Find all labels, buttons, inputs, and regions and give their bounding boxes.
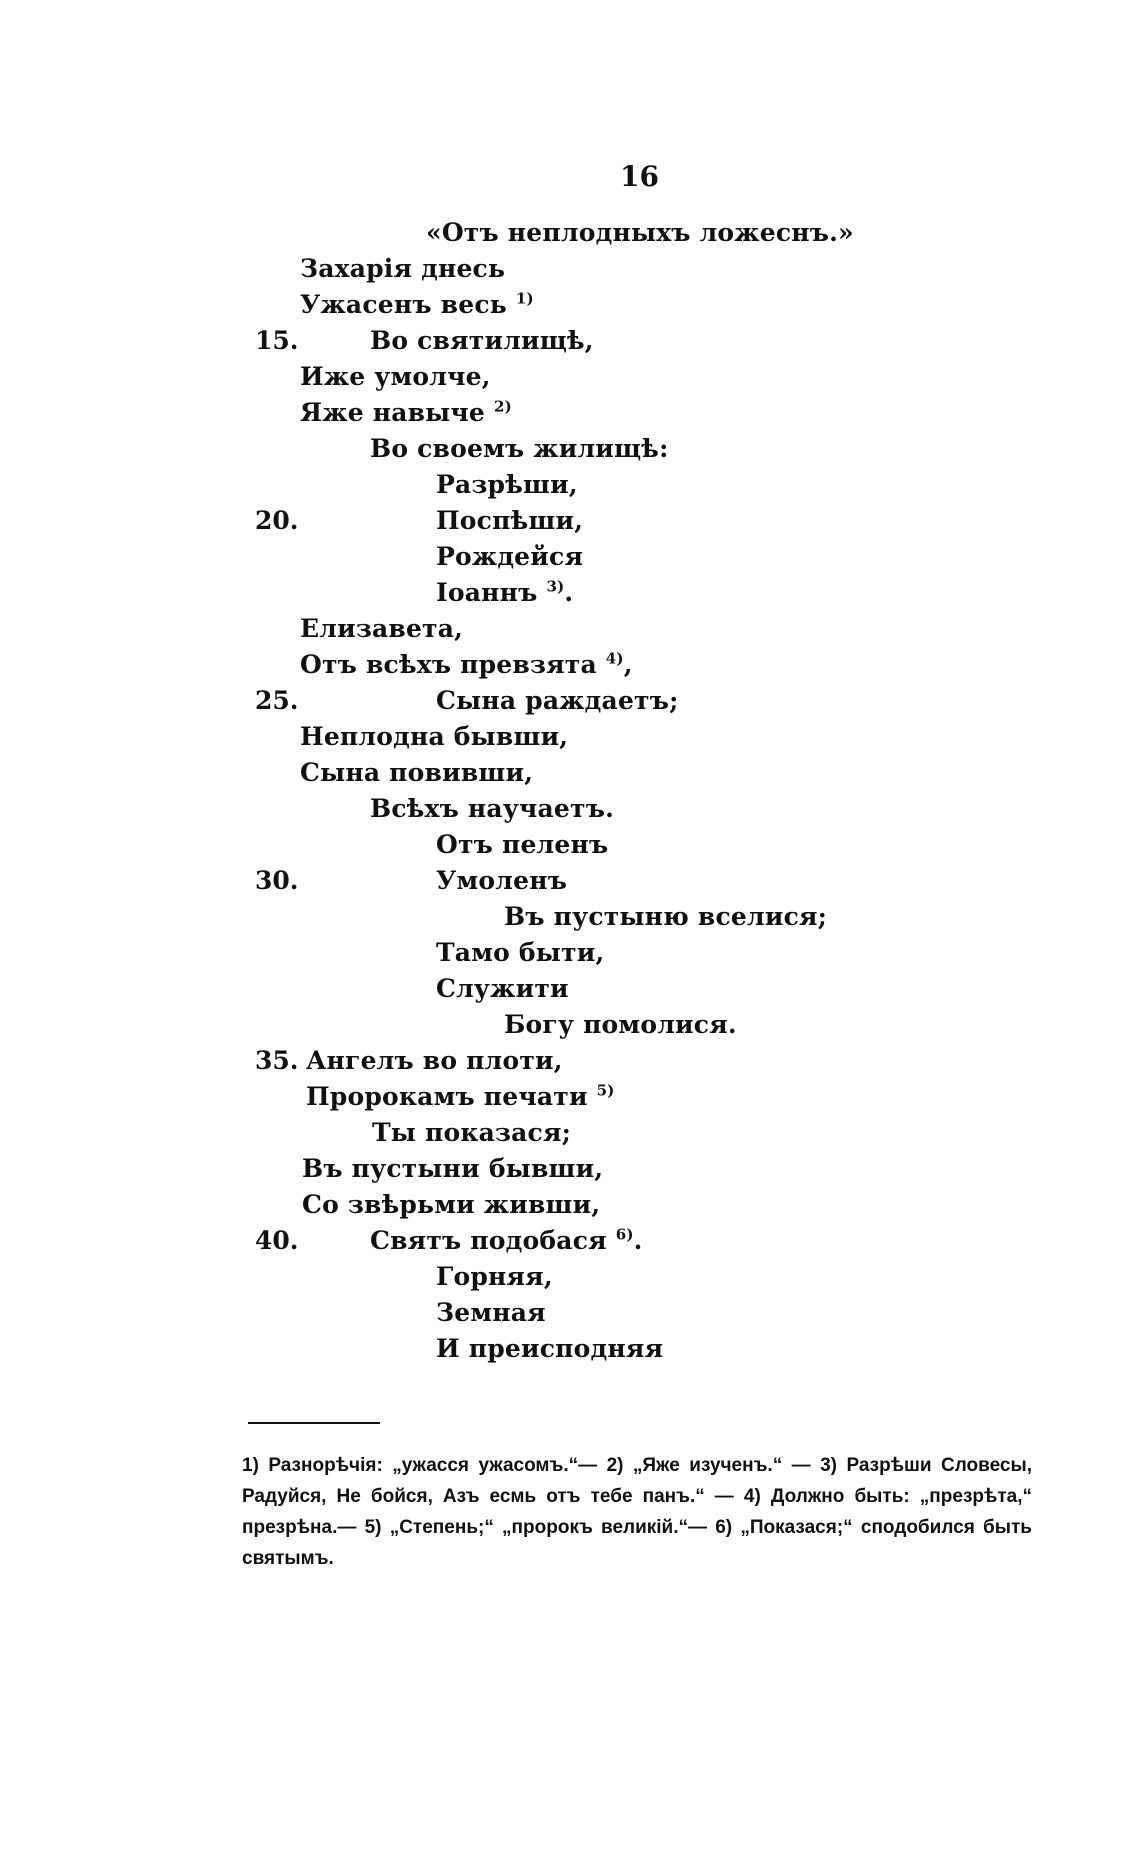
verse-line: И преисподняя <box>436 1334 664 1363</box>
line-number: 40. <box>255 1226 299 1255</box>
verse-line: Пророкамъ печати $^{5)}$ <box>306 1081 615 1111</box>
verse-line: Отъ пеленъ <box>436 830 609 859</box>
line-number: 35. <box>255 1046 299 1075</box>
verse-line: Богу помолися. <box>504 1010 737 1039</box>
line-number: 25. <box>255 686 299 715</box>
line-number: 15. <box>255 326 299 355</box>
page-number: 16 <box>620 160 659 193</box>
verse-line: Горняя, <box>436 1262 553 1291</box>
verse-line: Іоаннъ $^{3)}$. <box>436 577 574 607</box>
verse-line: Захарія днесь <box>300 254 506 283</box>
line-number: 20. <box>255 506 299 535</box>
verse-line: Рождейся <box>436 542 584 571</box>
verse-line: Умоленъ <box>436 866 568 895</box>
footnote-ref: 3) <box>546 577 565 596</box>
verse-line: Во святилищѣ, <box>370 326 594 355</box>
verse-line: Служити <box>436 974 569 1003</box>
verse-line: Во своемъ жилищѣ: <box>370 434 669 463</box>
verse-line: Ужасенъ весь $^{1)}$ <box>300 289 534 319</box>
verse-line: Тамо быти, <box>436 938 605 967</box>
verse-line: Поспѣши, <box>436 506 584 535</box>
footnote-ref: 4) <box>605 649 624 668</box>
footnote-ref: 1) <box>515 289 534 308</box>
footnote-ref: 5) <box>596 1081 615 1100</box>
footnotes: 1) Разнорѣчія: „ужасся ужасомъ.“— 2) „Яже изученъ.“ — 3) Разрѣши Словесы, Радуйся, Не бойся, Азъ есмь отъ тебе панъ.“ — 4) Должно быть: „презрѣта,“ презрѣна.— 5) „Степень;“ „пророкъ великій.“— 6) „Показася;“ сподобился быть святымъ. <box>242 1455 1032 1569</box>
verse-line: Сына повивши, <box>300 758 534 787</box>
footnote-ref: 2) <box>493 397 512 416</box>
verse-line: Со звѣрьми живши, <box>302 1190 601 1219</box>
footnote-ref: 6) <box>615 1225 634 1244</box>
verse-line: «Отъ неплодныхъ ложеснъ.» <box>426 218 854 247</box>
verse-line: Земная <box>436 1298 546 1327</box>
verse-line: Ты показася; <box>372 1118 572 1147</box>
verse-line: Святъ подобася $^{6)}$. <box>370 1225 643 1255</box>
footnote-divider <box>248 1422 380 1424</box>
line-number: 30. <box>255 866 299 895</box>
verse-line: Сына раждаетъ; <box>436 686 679 715</box>
verse-line: Яже навыче $^{2)}$ <box>300 397 512 427</box>
verse-line: Иже умолче, <box>300 362 491 391</box>
verse-line: Ангелъ во плоти, <box>306 1046 563 1075</box>
verse-line: Всѣхъ научаетъ. <box>370 794 614 823</box>
verse-line: Неплодна бывши, <box>300 722 569 751</box>
verse-line: Въ пустыни бывши, <box>302 1154 604 1183</box>
verse-line: Въ пустыню вселися; <box>504 902 828 931</box>
verse-line: Разрѣши, <box>436 470 578 499</box>
verse-line: Отъ всѣхъ превзята $^{4)}$, <box>300 649 633 679</box>
verse-line: Елизавета, <box>300 614 464 643</box>
